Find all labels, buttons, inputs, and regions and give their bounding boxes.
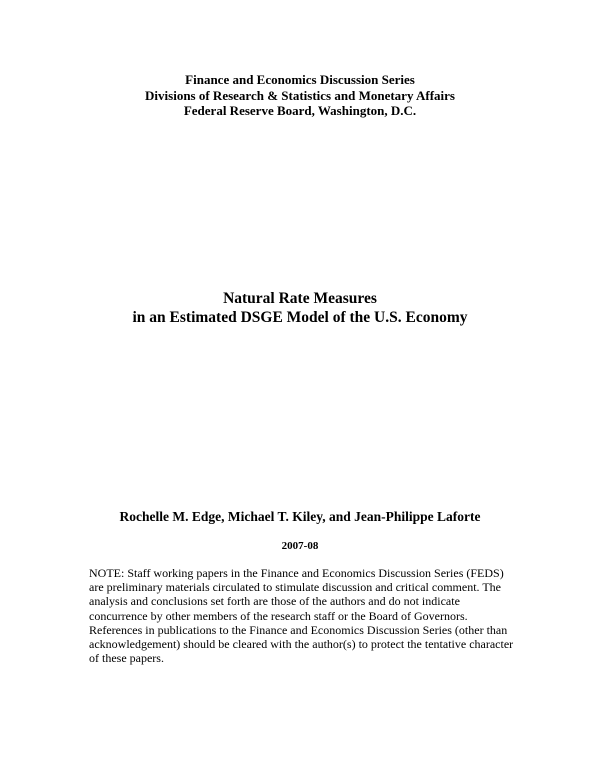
note-line: are preliminary materials circulated to stimulate discussion and critical comment. The (89, 580, 501, 595)
series-name: Finance and Economics Discussion Series (185, 72, 415, 87)
institution-line: Federal Reserve Board, Washington, D.C. (183, 103, 417, 118)
note-line: analysis and conclusions set forth are those of the authors and do not indicate (89, 594, 460, 609)
note-line: References in publications to the Finance and Economics Discussion Series (other than (89, 622, 508, 637)
note-line: acknowledgement) should be cleared with the author(s) to protect the tentative character (89, 637, 514, 652)
disclaimer-note (89, 566, 519, 665)
paper-number: 2007-08 (281, 540, 319, 552)
series-header (0, 72, 600, 119)
divisions-line: Divisions of Research & Statistics and Monetary Affairs (145, 87, 455, 103)
title-line-2: in an Estimated DSGE Model of the U.S. Economy (132, 309, 468, 326)
title-line-1: Natural Rate Measures (223, 290, 377, 307)
note-line: of these papers. (89, 651, 164, 666)
authors: Rochelle M. Edge, Michael T. Kiley, and Jean-Philippe Laforte (119, 509, 481, 524)
note-line: NOTE: Staff working papers in the Finance and Economics Discussion Series (FEDS) (89, 566, 504, 580)
note-line: concurrence by other members of the research staff or the Board of Governors. (89, 608, 468, 623)
paper-title (0, 289, 600, 327)
